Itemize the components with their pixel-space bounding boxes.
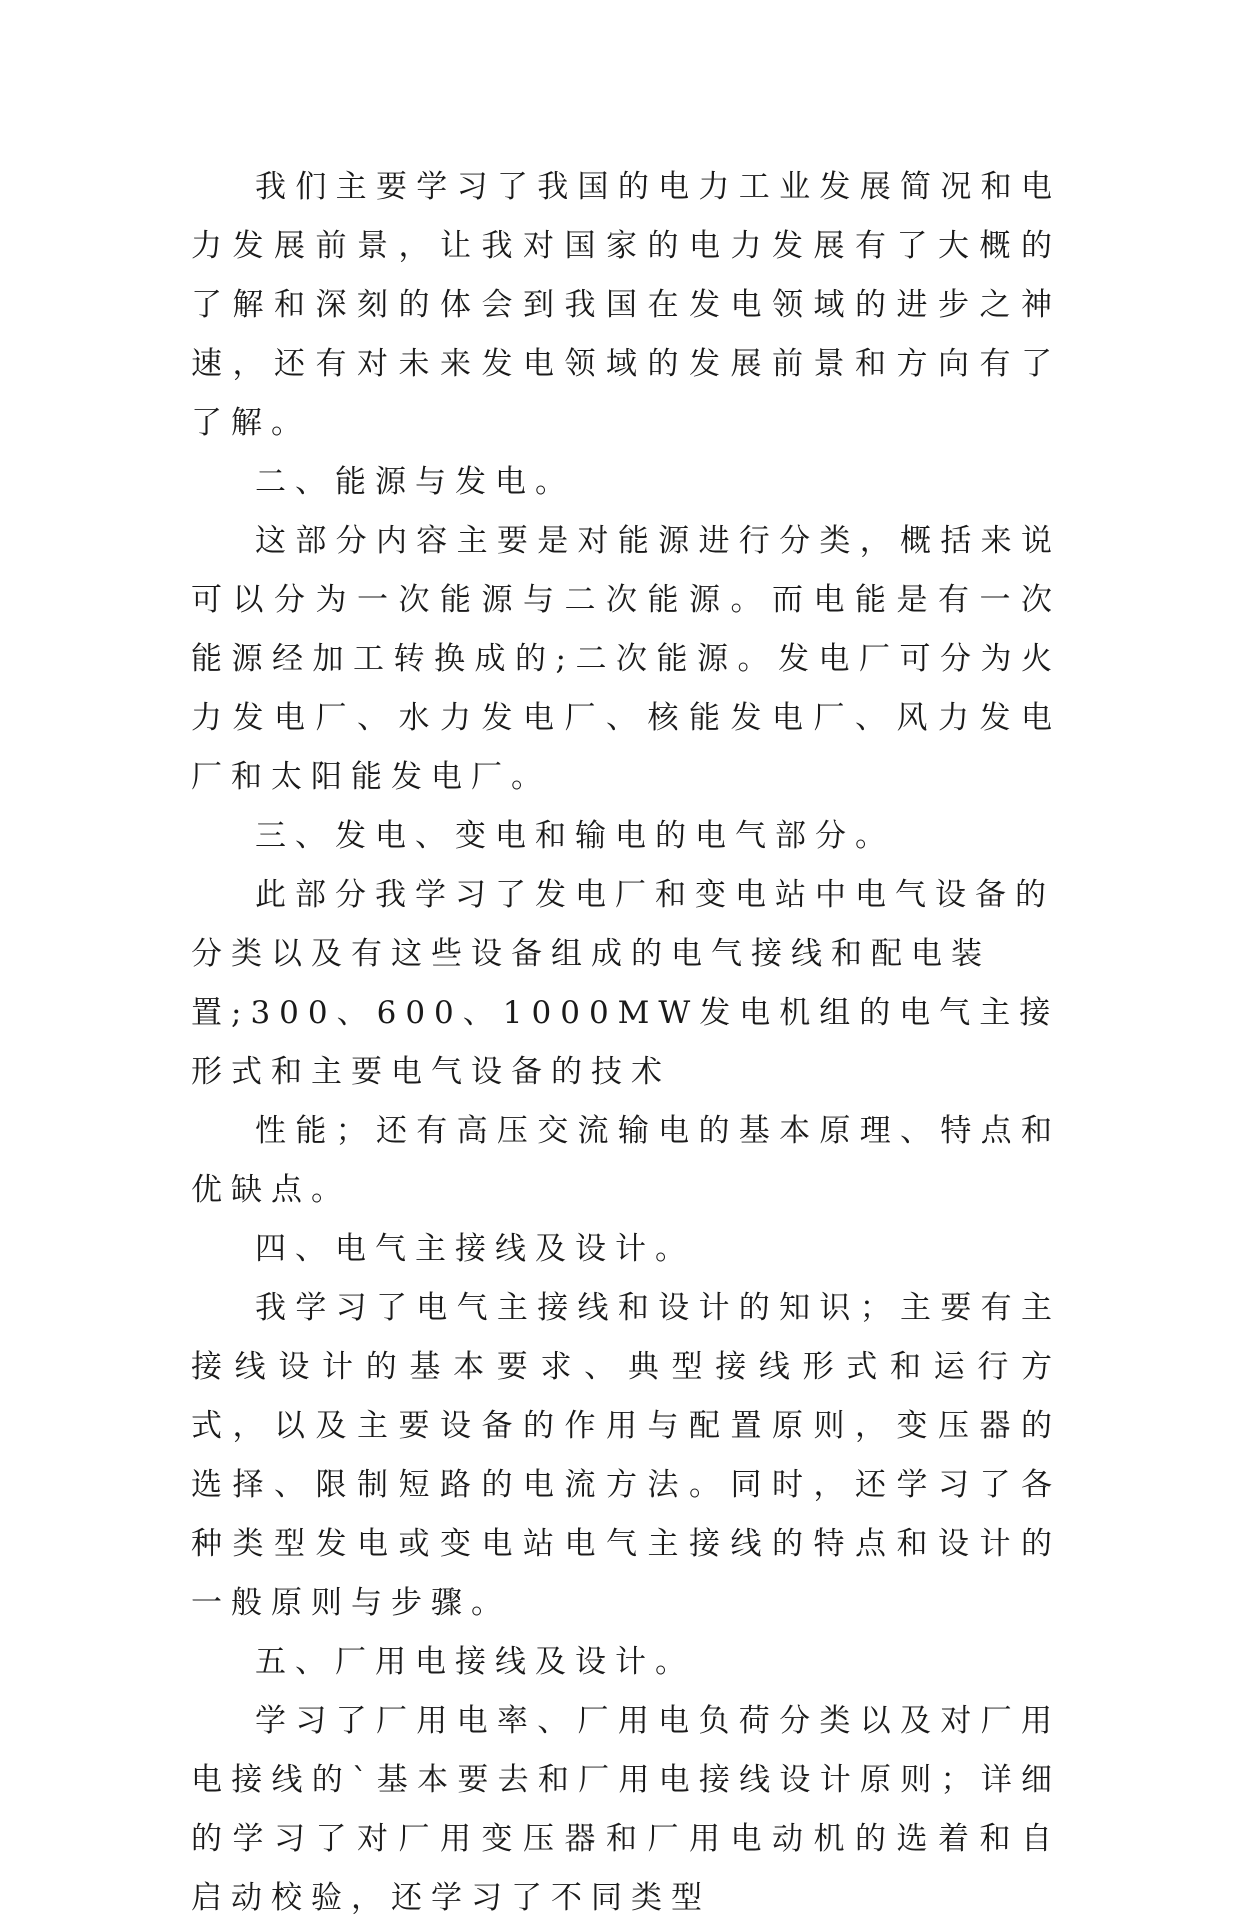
section-heading-auxiliary-power-wiring: 五、厂用电接线及设计。: [255, 1644, 695, 1680]
paragraph-electrical-equipment: 此部分我学习了发电厂和变电站中电气设备的分类以及有这些设备组成的电气接线和配电装置;300、600、1000MW发电机组的电气主接形式和主要电气设备的技术: [191, 877, 1060, 1090]
section-heading-main-wiring-design: 四、电气主接线及设计。: [255, 1231, 695, 1267]
paragraph-energy-classification: 这部分内容主要是对能源进行分类，概括来说可以分为一次能源与二次能源。而电能是有一次能源经加工转换成的;二次能源。发电厂可分为火力发电厂、水力发电厂、核能发电厂、风力发电厂和太阳能发电厂。: [191, 523, 1061, 795]
section-heading-electrical-parts: 三、发电、变电和输电的电气部分。: [255, 818, 895, 854]
paragraph-auxiliary-power: 学习了厂用电率、厂用电负荷分类以及对厂用电接线的`基本要去和厂用电接线设计原则；详细的学习了对厂用变压器和厂用电动机的选着和自启动校验，还学习了不同类型: [191, 1703, 1061, 1916]
paragraph-main-wiring-knowledge: 我学习了电气主接线和设计的知识；主要有主接线设计的基本要求、典型接线形式和运行方式，以及主要设备的作用与配置原则，变压器的选择、限制短路的电流方法。同时，还学习了各种类型发电或变电站电气主接线的特点和设计的一般原则与步骤。: [191, 1290, 1061, 1621]
paragraph-hv-ac-transmission: 性能；还有高压交流输电的基本原理、特点和优缺点。: [191, 1113, 1061, 1208]
paragraph-power-industry-overview: 我们主要学习了我国的电力工业发展简况和电力发展前景，让我对国家的电力发展有了大概的了解和深刻的体会到我国在发电领域的进步之神速，还有对未来发电领域的发展前景和方向有了了解。: [191, 169, 1061, 441]
document-body: [191, 158, 1061, 1928]
section-heading-energy-and-generation: 二、能源与发电。: [255, 464, 575, 500]
